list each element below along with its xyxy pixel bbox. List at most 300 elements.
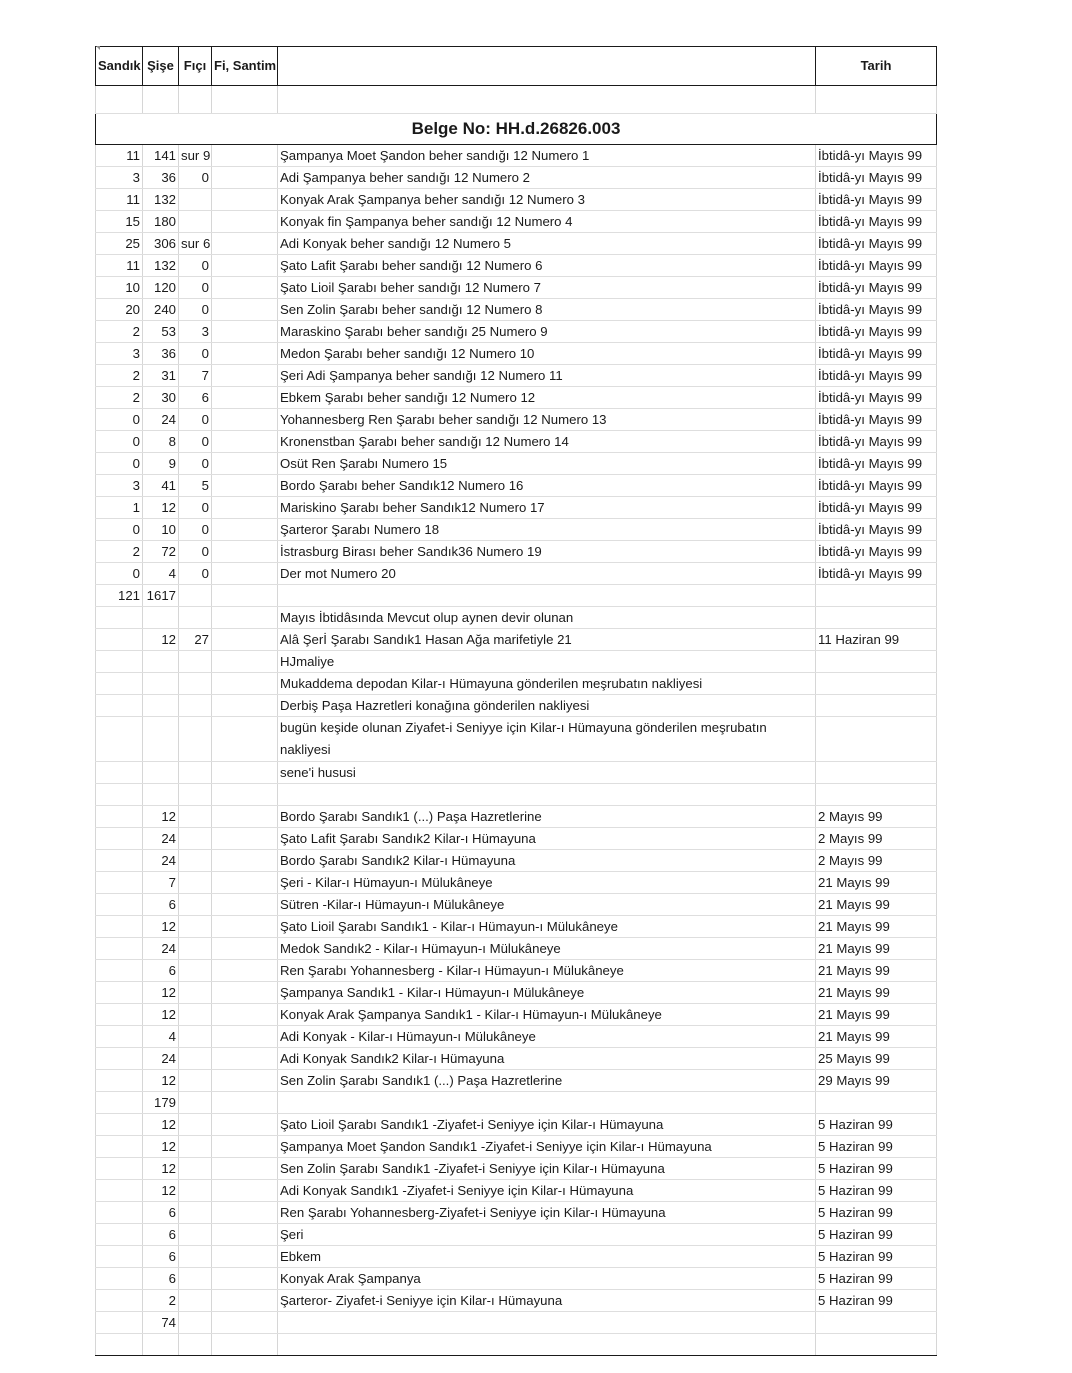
table-row [96,475,937,497]
cell-description [278,1092,816,1114]
cell-fi-santim [212,1224,278,1246]
cell-sise [143,145,179,167]
cell-sise [143,1334,179,1356]
cell-tarih-text: 5 Haziran 99 [818,1227,893,1242]
cell-sandik [96,585,143,607]
cell-fi-santim [212,1312,278,1334]
cell-fici [179,695,212,717]
cell-sandik [96,1026,143,1048]
cell-sise [143,233,179,255]
table-row [96,1092,937,1114]
cell-sise [143,189,179,211]
cell-fici [179,872,212,894]
cell-description-text: Osüt Ren Şarabı Numero 15 [280,456,448,471]
cell-description-text: Adi Konyak Sandık2 Kilar-ı Hümayuna [280,1051,505,1066]
cell-fi-santim [212,343,278,365]
cell-description [278,1158,816,1180]
cell-fi-santim [212,894,278,916]
cell-sise-text: 132 [153,192,176,207]
cell-fi-santim [212,1268,278,1290]
cell-description-text: Medok Sandık2 - Kilar-ı Hümayun-ı Mülukâneye [280,941,561,956]
cell-fici [179,1334,212,1356]
table-row [96,806,937,828]
cell-tarih-text: 21 Mayıs 99 [818,941,890,956]
cell-description [278,673,816,695]
cell-fici [179,1202,212,1224]
cell-sandik-text: 2 [132,390,140,405]
cell-fici [179,629,212,651]
cell-fi-santim [212,717,278,762]
cell-description-text: Şampanya Moet Şandon Sandık1 -Ziyafet-i Seniyye için Kilar-ı Hümayuna [280,1139,712,1154]
cell-sise-text: 132 [153,258,176,273]
cell-tarih [816,695,937,717]
cell-sise-text: 2 [168,1293,176,1308]
cell-sandik [96,1070,143,1092]
cell-sise [143,607,179,629]
table-row [96,1224,937,1246]
table-row [96,233,937,255]
table-row [96,938,937,960]
cell-tarih-text: İbtidâ-yı Mayıs 99 [818,324,923,339]
cell-sise [143,409,179,431]
cell-fici [179,607,212,629]
cell-tarih [816,585,937,607]
cell-sandik [96,519,143,541]
cell-fici [179,982,212,1004]
cell-fici [179,255,212,277]
cell-sise-text: 9 [168,456,176,471]
cell-description-text: HJmaliye [280,654,335,669]
cell-sise-text: 24 [161,941,176,956]
cell-sandik [96,387,143,409]
cell-description [278,607,816,629]
cell-description [278,277,816,299]
table-row [96,1246,937,1268]
cell-description [278,717,816,762]
cell-sise [143,784,179,806]
cell-sandik [96,233,143,255]
cell-description-text: Derbiş Paşa Hazretleri konağına gönderilen nakliyesi [280,698,590,713]
cell-fi-santim [212,585,278,607]
table-row [96,519,937,541]
cell-sandik [96,277,143,299]
cell-sandik [96,960,143,982]
table-row [96,255,937,277]
table-row [96,1026,937,1048]
cell-tarih-text: İbtidâ-yı Mayıs 99 [818,368,923,383]
cell-sise [143,872,179,894]
cell-sandik [96,299,143,321]
cell-sandik-text: 11 [126,148,140,163]
cell-fi-santim [212,189,278,211]
cell-tarih [816,233,937,255]
blank-row [96,86,937,114]
cell-description [278,585,816,607]
cell-fi-santim [212,145,278,167]
cell-sise [143,387,179,409]
cell-sise [143,717,179,762]
cell-sise [143,938,179,960]
cell-sandik-text: 25 [125,236,140,251]
cell-description [278,982,816,1004]
cell-tarih-text: 5 Haziran 99 [818,1117,893,1132]
spreadsheet-page [95,46,936,1356]
cell-sise-text: 120 [153,280,176,295]
cell-fici [179,211,212,233]
cell-tarih [816,1004,937,1026]
cell-fi-santim [212,233,278,255]
cell-description-text: Şampanya Moet Şandon beher sandığı 12 Numero 1 [280,148,590,163]
cell-sandik [96,409,143,431]
cell-description-text: Bordo Şarabı Sandık2 Kilar-ı Hümayuna [280,853,516,868]
cell-sandik [96,607,143,629]
cell-fici [179,277,212,299]
cell-sise-text: 6 [168,897,176,912]
cell-fici [179,1158,212,1180]
cell-description-text: Ebkem [280,1249,322,1264]
cell-sise [143,343,179,365]
cell-fici-text: 0 [201,566,209,581]
cell-sise-text: 12 [161,919,176,934]
cell-sandik [96,475,143,497]
cell-description [278,519,816,541]
cell-sandik [96,365,143,387]
cell-description [278,762,816,784]
cell-fici-text: sur 6 [181,236,211,251]
cell-sandik [96,189,143,211]
cell-sandik [96,828,143,850]
cell-fi-santim [212,1290,278,1312]
cell-tarih [816,1180,937,1202]
cell-fi-santim [212,872,278,894]
cell-sandik [96,1334,143,1356]
cell-sandik-text: 2 [132,368,140,383]
cell-tarih-text: İbtidâ-yı Mayıs 99 [818,148,923,163]
cell-sise-text: 141 [153,148,176,163]
cell-fi-santim [212,651,278,673]
cell-sise-text: 12 [161,632,176,647]
cell-fici [179,916,212,938]
cell-tarih [816,607,937,629]
cell-description-text: sene'i hususi [280,765,356,780]
cell-tarih [816,563,937,585]
cell-fici [179,167,212,189]
cell-fici [179,806,212,828]
cell-description-text: Medon Şarabı beher sandığı 12 Numero 10 [280,346,535,361]
cell-description-text: Şampanya Sandık1 - Kilar-ı Hümayun-ı Mülukâneye [280,985,585,1000]
cell-tarih-text: 21 Mayıs 99 [818,1007,890,1022]
cell-description [278,1004,816,1026]
cell-tarih-text: İbtidâ-yı Mayıs 99 [818,544,923,559]
cell-sandik [96,872,143,894]
cell-tarih [816,409,937,431]
cell-sandik-text: 0 [132,456,140,471]
cell-sise-text: 12 [161,500,176,515]
cell-tarih-text: 5 Haziran 99 [818,1293,893,1308]
cell-sise-text: 41 [161,478,176,493]
cell-fici-text: 6 [201,390,209,405]
cell-tarih-text: 5 Haziran 99 [818,1183,893,1198]
cell-sandik [96,717,143,762]
cell-description [278,343,816,365]
cell-fi-santim [212,607,278,629]
cell-fici [179,1180,212,1202]
cell-sise [143,475,179,497]
table-row [96,1268,937,1290]
cell-tarih [816,982,937,1004]
cell-sise-text: 12 [161,1073,176,1088]
cell-sandik [96,1004,143,1026]
cell-description [278,806,816,828]
cell-fici [179,343,212,365]
cell-fici [179,1224,212,1246]
cell-tarih [816,1026,937,1048]
cell-sise [143,1312,179,1334]
cell-description [278,475,816,497]
header-description [278,47,816,86]
cell-sandik [96,784,143,806]
cell-description-text: Şato Lioil Şarabı Sandık1 -Ziyafet-i Seniyye için Kilar-ı Hümayuna [280,1117,664,1132]
cell-fici [179,828,212,850]
cell-tarih [816,1158,937,1180]
cell-description [278,497,816,519]
cell-description [278,1048,816,1070]
cell-sise [143,431,179,453]
cell-fici-text: 0 [201,280,209,295]
cell-description-text: Bordo Şarabı beher Sandık12 Numero 16 [280,478,524,493]
cell-sandik [96,145,143,167]
cell-description [278,938,816,960]
cell-fici [179,1114,212,1136]
cell-sise-text: 24 [161,853,176,868]
cell-sise-text: 6 [168,963,176,978]
cell-tarih-text: İbtidâ-yı Mayıs 99 [818,566,923,581]
cell-sandik-text: 0 [132,434,140,449]
cell-fici [179,1268,212,1290]
cell-fi-santim [212,673,278,695]
cell-sandik [96,1202,143,1224]
table-row [96,717,937,762]
cell-tarih-text: 21 Mayıs 99 [818,875,890,890]
cell-description [278,1224,816,1246]
cell-fi-santim [212,1114,278,1136]
cell-tarih [816,872,937,894]
cell-tarih [816,277,937,299]
cell-fi-santim [212,255,278,277]
cell-description [278,233,816,255]
header-fici: Fıçı [179,47,212,86]
header-sandik: Sandık [96,47,143,86]
cell-tarih [816,1268,937,1290]
cell-sise-text: 180 [153,214,176,229]
cell-sandik [96,255,143,277]
cell-sandik [96,211,143,233]
cell-description-text: Şarteror Şarabı Numero 18 [280,522,440,537]
cell-fici [179,894,212,916]
cell-tarih [816,1246,937,1268]
cell-description [278,1312,816,1334]
cell-tarih-text: İbtidâ-yı Mayıs 99 [818,170,923,185]
cell-sise-text: 24 [161,831,176,846]
cell-fici [179,299,212,321]
cell-tarih-text: 5 Haziran 99 [818,1271,893,1286]
cell-sise [143,1092,179,1114]
cell-tarih [816,673,937,695]
cell-description [278,916,816,938]
cell-description [278,453,816,475]
cell-description-text: Mariskino Şarabı beher Sandık12 Numero 17 [280,500,545,515]
cell-description [278,1334,816,1356]
cell-sandik [96,1158,143,1180]
cell-sandik [96,1268,143,1290]
table-row [96,1334,937,1356]
cell-fi-santim [212,982,278,1004]
cell-fici-text: 0 [201,258,209,273]
cell-tarih [816,431,937,453]
cell-fi-santim [212,365,278,387]
cell-sise [143,1114,179,1136]
cell-fici-text: 3 [201,324,209,339]
table-row [96,299,937,321]
cell-tarih-text: İbtidâ-yı Mayıs 99 [818,500,923,515]
table-row [96,145,937,167]
cell-tarih-text: İbtidâ-yı Mayıs 99 [818,258,923,273]
table-row [96,321,937,343]
cell-tarih-text: 29 Mayıs 99 [818,1073,890,1088]
cell-fi-santim [212,387,278,409]
cell-sandik-text: 10 [125,280,140,295]
cell-description-text: Der mot Numero 20 [280,566,396,581]
cell-sandik [96,695,143,717]
cell-description-text: Konyak Arak Şampanya beher sandığı 12 Numero 3 [280,192,585,207]
cell-sandik [96,497,143,519]
cell-fi-santim [212,828,278,850]
cell-fici [179,651,212,673]
cell-fici [179,1092,212,1114]
cell-tarih [816,365,937,387]
cell-sandik-text: 0 [132,522,140,537]
cell-fi-santim [212,321,278,343]
cell-sise [143,1224,179,1246]
cell-sandik [96,1048,143,1070]
cell-fi-santim [212,1136,278,1158]
cell-tarih-text: İbtidâ-yı Mayıs 99 [818,456,923,471]
cell-sise [143,960,179,982]
cell-fi-santim [212,1070,278,1092]
cell-tarih [816,1136,937,1158]
cell-description [278,145,816,167]
cell-fici [179,519,212,541]
header-row [96,47,937,86]
cell-tarih-text: İbtidâ-yı Mayıs 99 [818,412,923,427]
cell-description [278,1136,816,1158]
cell-sandik-text: 2 [132,324,140,339]
cell-fici [179,1026,212,1048]
cell-description-text: Alâ Şerİ Şarabı Sandık1 Hasan Ağa marifetiyle 21 [280,632,572,647]
table-row [96,277,937,299]
cell-description [278,563,816,585]
cell-fi-santim [212,519,278,541]
cell-sandik [96,1180,143,1202]
cell-fi-santim [212,453,278,475]
cell-sise [143,916,179,938]
cell-sandik [96,563,143,585]
cell-fi-santim [212,1202,278,1224]
cell-fi-santim [212,784,278,806]
cell-sandik [96,938,143,960]
cell-sandik-text: 121 [117,588,140,603]
cell-fi-santim [212,541,278,563]
cell-sise [143,453,179,475]
cell-sandik [96,806,143,828]
cell-tarih [816,299,937,321]
cell-description-text: Sen Zolin Şarabı Sandık1 -Ziyafet-i Seniyye için Kilar-ı Hümayuna [280,1161,665,1176]
table-row [96,211,937,233]
cell-tarih-text: İbtidâ-yı Mayıs 99 [818,236,923,251]
cell-tarih [816,255,937,277]
cell-fici [179,1290,212,1312]
cell-fici-text: 7 [201,368,209,383]
cell-fi-santim [212,431,278,453]
table-row [96,431,937,453]
cell-tarih [816,167,937,189]
cell-sandik [96,916,143,938]
table-row [96,629,937,651]
cell-sise-text: 12 [161,809,176,824]
cell-description-text: Adi Şampanya beher sandığı 12 Numero 2 [280,170,530,185]
cell-tarih-text: İbtidâ-yı Mayıs 99 [818,478,923,493]
cell-sise [143,497,179,519]
cell-sise-text: 6 [168,1249,176,1264]
cell-description [278,894,816,916]
cell-sandik [96,1092,143,1114]
table-row [96,673,937,695]
cell-sise [143,299,179,321]
cell-tarih [816,475,937,497]
table-row [96,1136,937,1158]
cell-tarih-text: İbtidâ-yı Mayıs 99 [818,434,923,449]
cell-sandik-text: 3 [132,170,140,185]
cell-tarih [816,343,937,365]
table-row [96,1004,937,1026]
cell-description-text: Ren Şarabı Yohannesberg-Ziyafet-i Seniyye için Kilar-ı Hümayuna [280,1205,666,1220]
cell-tarih-text: İbtidâ-yı Mayıs 99 [818,522,923,537]
cell-sandik [96,1246,143,1268]
cell-description [278,409,816,431]
cell-sandik [96,1114,143,1136]
cell-description-text: Yohannesberg Ren Şarabı beher sandığı 12 Numero 13 [280,412,607,427]
cell-fici [179,189,212,211]
cell-description-text: Şato Lafit Şarabı beher sandığı 12 Numero 6 [280,258,543,273]
table-row [96,1070,937,1092]
cell-tarih [816,1202,937,1224]
cell-sise-text: 4 [168,1029,176,1044]
cell-sandik [96,453,143,475]
cell-sandik-text: 15 [125,214,140,229]
cell-tarih [816,828,937,850]
cell-tarih-text: İbtidâ-yı Mayıs 99 [818,280,923,295]
cell-sise [143,673,179,695]
cell-tarih-text: 5 Haziran 99 [818,1161,893,1176]
cell-fici [179,1048,212,1070]
cell-description-text: Konyak Arak Şampanya Sandık1 - Kilar-ı Hümayun-ı Mülukâneye [280,1007,662,1022]
cell-sandik-text: 0 [132,566,140,581]
cell-fi-santim [212,850,278,872]
cell-sise [143,1070,179,1092]
cell-description [278,784,816,806]
cell-description-text: Bordo Şarabı Sandık1 (...) Paşa Hazretlerine [280,809,542,824]
cell-tarih-text: 5 Haziran 99 [818,1249,893,1264]
